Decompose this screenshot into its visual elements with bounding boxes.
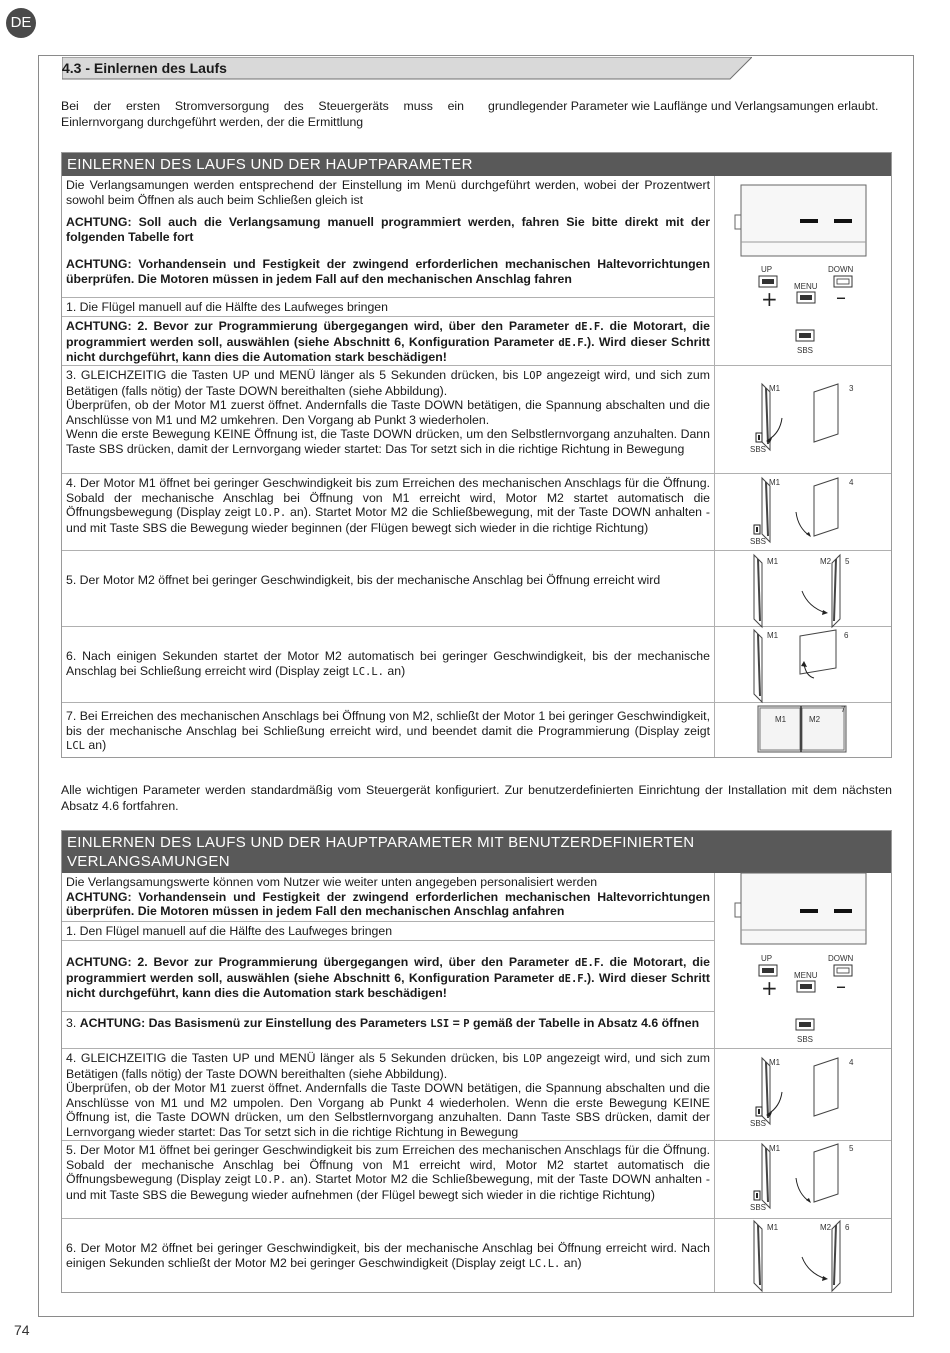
intro-right: grundlegender Parameter wie Lauflänge und Verlangsamungen erlaubt. xyxy=(488,99,879,113)
box1-row-0 xyxy=(62,176,714,295)
figure-number: 3 xyxy=(849,384,854,393)
m1-label: M1 xyxy=(775,715,787,724)
control-panel-diagram-2 xyxy=(730,870,870,1048)
box1-step-7: 7. Bei Erreichen des mechanischen Anschlags bei Öffnung von M2, schließt der Motor 1 bei geringer Geschwindigkeit, bis der mechanische Anschlag bei Schließung erreicht wird, und beendet damit die Programmierung (Display zeigt LCL an) xyxy=(66,709,710,753)
m1-label: M1 xyxy=(769,384,781,393)
gate-diagram-step5 xyxy=(740,553,880,631)
gate-diagram-step6b xyxy=(740,1219,880,1295)
m1-label: M1 xyxy=(769,478,781,487)
figure-number: 4 xyxy=(849,1058,854,1067)
box2-step-5: 5. Der Motor M1 öffnet bei geringer Geschwindigkeit bis zum Erreichen des mechanischen Anschlags für die Öffnung. Sobald der mechanische Anschlag bei Öffnung von M1 erreicht wird, Motor M2 startet automatisch die Öffnungsbewegung (Display zeigt LO.P. an). Startet Motor M2 die Schließbewegung, mit der Taste DOWN anhalten - und mit Taste SBS die Bewegung wieder aufnehmen (der Flügel bewegt sich wieder in die richtige Richtung) xyxy=(66,1143,710,1202)
m1-label: M1 xyxy=(767,1223,779,1232)
box2-row-1 xyxy=(62,921,714,940)
box1-row-6 xyxy=(62,626,714,702)
gate-diagram-step3 xyxy=(740,378,880,458)
box1-note: Die Verlangsamungen werden entsprechend der Einstellung im Menü durchgeführt werden, wobei der Prozentwert sowohl beim Öffnen als auch beim Schließen gleich ist xyxy=(66,178,710,207)
display-digit xyxy=(800,219,818,223)
sbs-label: SBS xyxy=(750,537,767,546)
box2-row-5 xyxy=(62,1140,714,1218)
up-label: UP xyxy=(761,954,773,963)
box1-step-5: 5. Der Motor M2 öffnet bei geringer Geschwindigkeit, bis der mechanische Anschlag bei Öffnung erreicht wird xyxy=(66,573,661,587)
display-digit xyxy=(834,219,852,223)
box1-title: EINLERNEN DES LAUFS UND DER HAUPTPARAMETER xyxy=(62,153,891,176)
sbs-label: SBS xyxy=(750,1119,767,1128)
box1-row-7 xyxy=(62,702,714,757)
box2-row-0 xyxy=(62,873,714,920)
language-badge: DE xyxy=(6,8,36,38)
arrow-icon xyxy=(796,512,810,536)
box1-step-1: 1. Die Flügel manuell auf die Hälfte des Laufweges bringen xyxy=(66,300,388,314)
figure-number: 6 xyxy=(845,1223,850,1232)
gate-diagram-step4b xyxy=(740,1052,880,1132)
page-number: 74 xyxy=(14,1322,30,1338)
intro-left: Bei der ersten Stromversorgung des Steuergeräts muss ein Einlernvorgang durchgeführt werden, der die Ermittlung xyxy=(61,99,464,129)
box2-step-4: 4. GLEICHZEITIG die Tasten UP und MENÜ länger als 5 Sekunden drücken, bis LOP angezeigt wird, und sich zum Betätigen (falls nötig) der Taste DOWN bereithalten (siehe Abbildung). xyxy=(66,1051,710,1081)
section-title: 4.3 - Einlernen des Laufs xyxy=(62,60,227,76)
box2-step-3: 3. ACHTUNG: Das Basismenü zur Einstellung des Parameters LSI = P gemäß der Tabelle in Absatz 4.6 öffnen xyxy=(66,1016,700,1030)
box1-row-2 xyxy=(62,316,714,365)
box2-step-1: 1. Den Flügel manuell auf die Hälfte des Laufweges bringen xyxy=(66,924,393,938)
figure-number: 7 xyxy=(841,705,846,714)
figure-number: 4 xyxy=(849,478,854,487)
box2-row-3 xyxy=(62,1011,714,1048)
minus-icon: – xyxy=(836,285,846,309)
gate-diagram-step6 xyxy=(740,628,880,706)
box1-row-5 xyxy=(62,550,714,626)
box1-step-6: 6. Nach einigen Sekunden startet der Motor M2 automatisch bei geringer Geschwindigkeit, bis der mechanische Anschlag bei Schließung erreicht wird (Display zeigt LC.L. an) xyxy=(66,649,710,678)
m1-label: M1 xyxy=(769,1144,781,1153)
gate-diagram-step4 xyxy=(740,474,880,554)
figure-number: 5 xyxy=(849,1144,854,1153)
plus-icon: + xyxy=(761,976,778,1000)
box2-step-2: ACHTUNG: 2. Bevor zur Programmierung übergegangen wird, über den Parameter dE.F. die Motorart, die programmiert werden soll, auswählen (siehe Abschnitt 6, Konfiguration Parameter dE.F.). Wird dieser Schritt nicht durchgeführt, kann dies die Automation stark beschädigen! xyxy=(66,955,710,1001)
arrow-icon xyxy=(802,1257,826,1279)
gate-leaf-m2 xyxy=(814,1144,838,1202)
box1-step-3: 3. GLEICHZEITIG die Tasten UP und MENÜ länger als 5 Sekunden drücken, bis LOP angezeigt wird, und sich zum Betätigen (falls nötig) der Taste DOWN bereithalten (siehe Abbildung). xyxy=(66,368,710,398)
box1-step-2: ACHTUNG: 2. Bevor zur Programmierung übergegangen wird, über den Parameter dE.F. die Motorart, die programmiert werden soll, auswählen (siehe Abschnitt 6, Konfiguration Parameter dE.F.). Wird dieser Schritt nicht durchgeführt, kann dies die Automation stark beschädigen! xyxy=(66,319,710,365)
box2-step-4-check: Überprüfen, ob der Motor M1 zuerst öffnet. Andernfalls die Taste DOWN betätigen, die Spannung abschalten und die Anschlüsse von M1 und M2 umpolen. Den Vorgang ab Punkt 4 wiederholen. Wenn die erste Bewegung KEINE Öffnung ist, die Taste DOWN drücken, um den Selbstlernvorgang anzuhalten. Dann Taste SBS drücken, damit der Lernvorgang wieder startet: Das Tor setzt sich in die richtige Richtung in Bewegung xyxy=(66,1081,710,1139)
sbs-label: SBS xyxy=(797,1035,814,1044)
box1-step-3-check: Überprüfen, ob der Motor M1 zuerst öffnet. Andernfalls die Taste DOWN betätigen, die Spannung abschalten und die Anschlüsse von M1 und M2 umkehren. Den Vorgang ab Punkt 3 wiederholen. xyxy=(66,398,710,427)
sbs-label: SBS xyxy=(750,1203,767,1212)
box1-row-3 xyxy=(62,365,714,473)
box2-note: Die Verlangsamungswerte können vom Nutzer wie weiter unten angegeben personalisiert werden xyxy=(66,875,598,889)
figure-number: 5 xyxy=(845,557,850,566)
box1-row-1 xyxy=(62,297,714,316)
box2-warning: ACHTUNG: Vorhandensein und Festigkeit der zwingend erforderlichen mechanischen Haltevorrichtungen überprüfen. Die Motoren müssen in jedem Fall den mechanischen Anschlag anfahren xyxy=(66,889,710,919)
box2-row-4 xyxy=(62,1048,714,1140)
box1-step-3-stop: Wenn die erste Bewegung KEINE Öffnung ist, die Taste DOWN drücken, um den Selbstlernvorgang anzuhalten. Dann Taste SBS drücken, damit der Lernvorgang wieder startet: Das Tor setzt sich in die richtige Richtung in Bewegung xyxy=(66,427,710,456)
gate-diagram-step7 xyxy=(754,704,874,754)
middle-note: Alle wichtigen Parameter werden standardmäßig vom Steuergerät konfiguriert. Zur benutzerdefinierten Einrichtung der Installation mit dem nächsten Absatz 4.6 fortfahren. xyxy=(61,783,892,813)
box1-warning-2: ACHTUNG: Vorhandensein und Festigkeit der zwingend erforderlichen mechanischen Haltevorrichtungen überprüfen. Die Motoren müssen in jedem Fall auf den mechanischen Anschlag fahren xyxy=(66,257,710,286)
m1-label: M1 xyxy=(767,557,779,566)
gate-leaf-m2 xyxy=(814,1058,838,1116)
gate-leaf-m2 xyxy=(814,478,838,536)
control-panel-diagram-1 xyxy=(730,182,870,360)
down-label: DOWN xyxy=(828,265,854,274)
gate-leaf-m2 xyxy=(814,384,838,442)
m2-label: M2 xyxy=(820,1223,832,1232)
box2-step-6: 6. Der Motor M2 öffnet bei geringer Geschwindigkeit, bis der mechanische Anschlag bei Öffnung erreicht wird. Nach einigen Sekunden schließt der Motor M2 bei geringer Geschwindigkeit (Display zeigt LC.L. an) xyxy=(66,1241,710,1270)
menu-label: MENU xyxy=(794,971,818,980)
sbs-label: SBS xyxy=(797,346,814,355)
plus-icon: + xyxy=(761,287,778,311)
box1-step-4: 4. Der Motor M1 öffnet bei geringer Geschwindigkeit bis zum Erreichen des mechanischen Anschlags für die Öffnung. Sobald der mechanische Anschlag bei Öffnung von M1 erreicht wird, Motor M2 startet automatisch die Öffnungsbewegung (Display zeigt LO.P. an). Startet Motor M2 die Schließbewegung, mit der Taste DOWN anhalten - und mit Taste SBS die Bewegung wieder beginnen (der Flügen bewegt sich wieder in die richtige Richtung) xyxy=(66,476,710,535)
down-label: DOWN xyxy=(828,954,854,963)
box2-title xyxy=(62,831,891,873)
box1-row-4 xyxy=(62,473,714,550)
box2-row-2 xyxy=(62,940,714,1011)
box2-row-6 xyxy=(62,1218,714,1292)
gate-leaf-m2 xyxy=(800,630,836,674)
m1-label: M1 xyxy=(769,1058,781,1067)
box2-title-line-2: VERLANGSAMUNGEN xyxy=(67,853,230,870)
menu-label: MENU xyxy=(794,282,818,291)
section-header xyxy=(62,57,752,80)
arrow-icon xyxy=(796,1178,810,1202)
m1-label: M1 xyxy=(767,631,779,640)
display-digit xyxy=(800,909,818,913)
arrow-icon xyxy=(802,591,826,613)
m2-label: M2 xyxy=(820,557,832,566)
up-label: UP xyxy=(761,265,773,274)
display-digit xyxy=(834,909,852,913)
sbs-label: SBS xyxy=(750,445,767,454)
box1-warning-1: ACHTUNG: Soll auch die Verlangsamung manuell programmiert werden, fahren Sie bitte direkt mit der folgenden Tabelle fort xyxy=(66,215,710,244)
box2-title-line-1: EINLERNEN DES LAUFS UND DER HAUPTPARAMETER MIT BENUTZERDEFINIERTEN xyxy=(67,834,695,851)
minus-icon: – xyxy=(836,974,846,998)
figure-number: 6 xyxy=(844,631,849,640)
m2-label: M2 xyxy=(809,715,821,724)
gate-diagram-step5b xyxy=(740,1140,880,1220)
